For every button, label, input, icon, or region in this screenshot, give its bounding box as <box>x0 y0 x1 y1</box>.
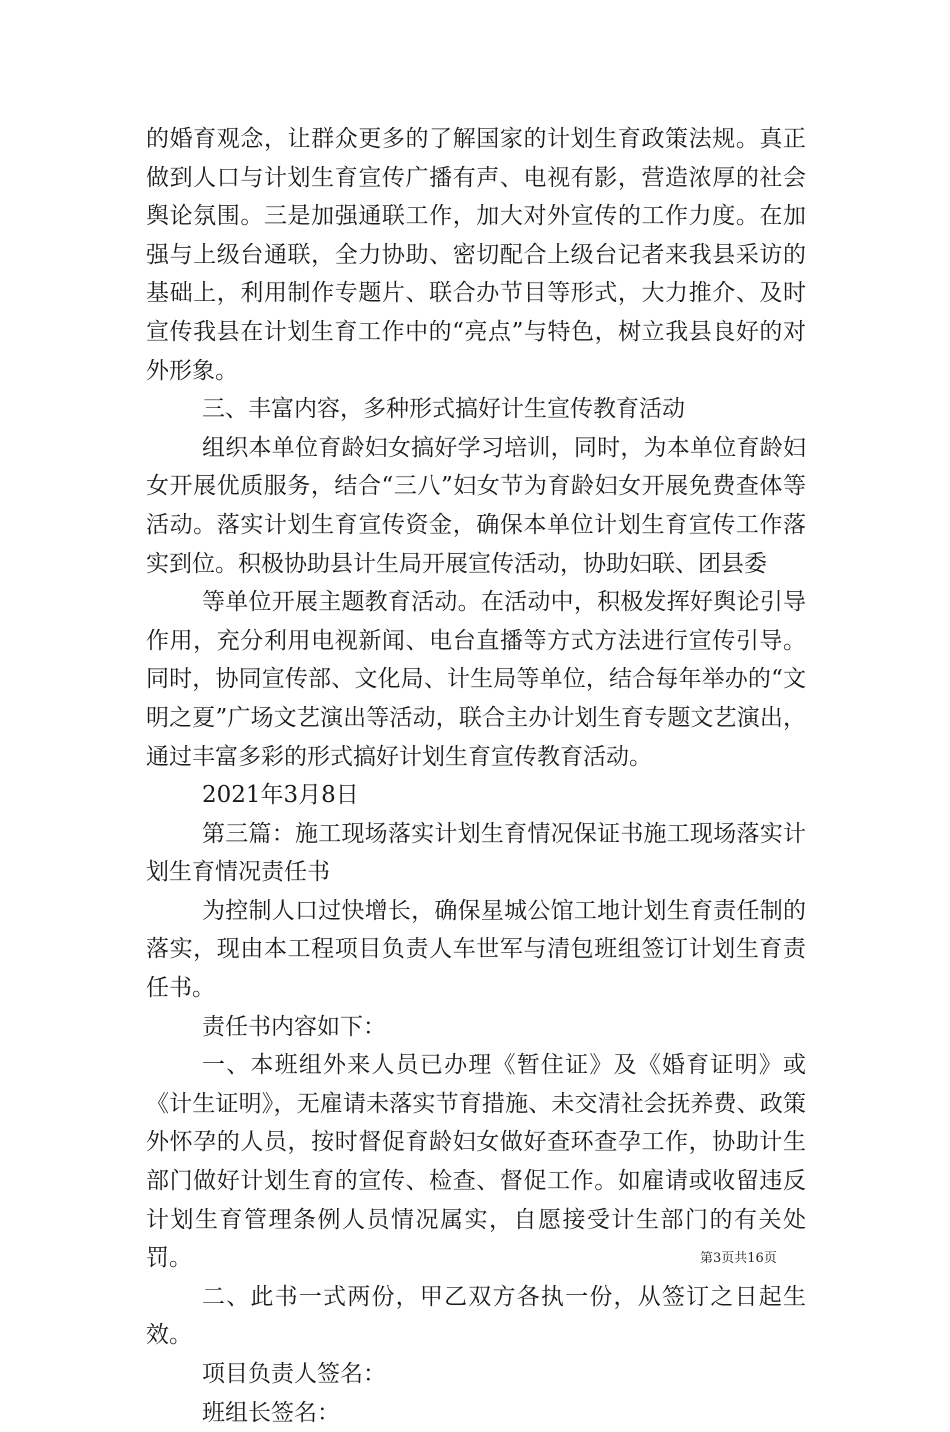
signature-line-team-leader: 班组长签名： <box>202 1399 340 1426</box>
paragraph-continuation: 的婚育观念，让群众更多的了解国家的计划生育政策法规。真正做到人口与计划生育宣传广播有声、电视有影，营造浓厚的社会舆论氛围。三是加强通联工作，加大对外宣传的工作力度。在加强与上级台通联，全力协助、密切配合上级台记者来我县采访的基础上，利用制作专题片、联合办节目等形式，大力推介、及时宣传我县在计划生育工作中的“亮点”与特色，树立我县良好的对外形象。 <box>146 126 806 384</box>
chapter-title: 第三篇：施工现场落实计划生育情况保证书施工现场落实计划生育情况责任书 <box>146 820 806 886</box>
date-line: 2021年3月8日 <box>202 782 359 809</box>
paragraph: 为控制人口过快增长，确保星城公馆工地计划生育责任制的落实，现由本工程项目负责人车世军与清包班组签订计划生育责任书。 <box>146 897 806 1002</box>
document-body <box>146 120 806 1432</box>
signature-line-manager: 项目负责人签名： <box>202 1361 386 1387</box>
section-heading: 三、丰富内容，多种形式搞好计生宣传教育活动 <box>202 396 685 423</box>
paragraph: 等单位开展主题教育活动。在活动中，积极发挥好舆论引导作用，充分利用电视新闻、电台直播等方式方法进行宣传引导。同时，协同宣传部、文化局、计生局等单位，结合每年举办的“文明之夏”广场文艺演出等活动，联合主办计划生育专题文艺演出，通过丰富多彩的形式搞好计划生育宣传教育活动。 <box>146 589 806 770</box>
paragraph: 二、此书一式两份，甲乙双方各执一份，从签订之日起生效。 <box>146 1283 806 1349</box>
paragraph: 责任书内容如下： <box>202 1013 386 1040</box>
page-number: 第3页共16页 <box>700 1251 777 1266</box>
paragraph: 一、本班组外来人员已办理《暂住证》及《婚育证明》或《计生证明》，无雇请未落实节育措施、未交清社会抚养费、政策外怀孕的人员，按时督促育龄妇女做好查环查孕工作，协助计生部门做好计划生育的宣传、检查、督促工作。如雇请或收留违反计划生育管理条例人员情况属实，自愿接受计生部门的有关处罚。 <box>146 1052 806 1272</box>
paragraph: 组织本单位育龄妇女搞好学习培训，同时，为本单位育龄妇女开展优质服务，结合“三八”妇女节为育龄妇女开展免费查体等活动。落实计划生育宣传资金，确保本单位计划生育宣传工作落实到位。积极协助县计生局开展宣传活动，协助妇联、团县委 <box>146 434 806 577</box>
